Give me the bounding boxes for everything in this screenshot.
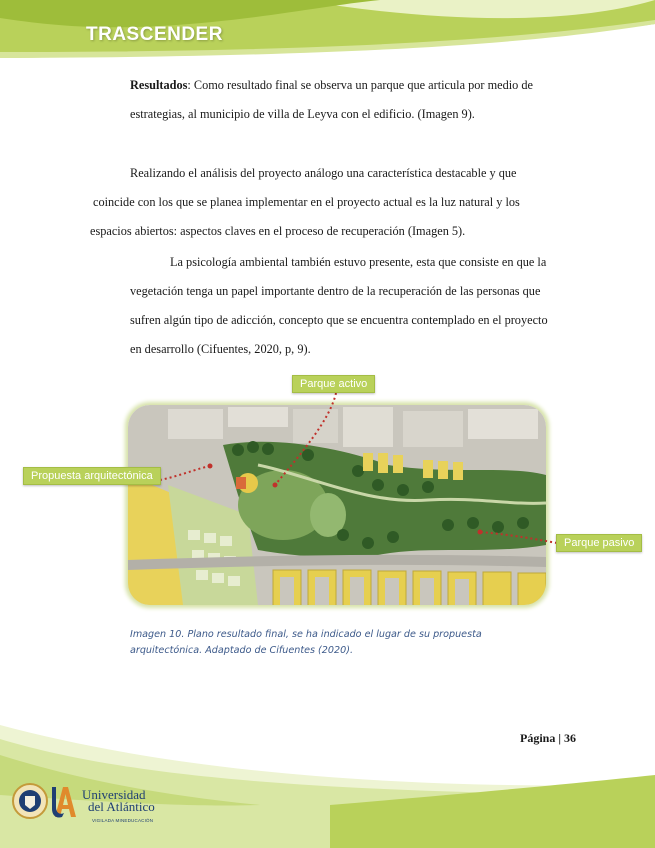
figure-caption: [130, 627, 530, 659]
results-text-1: : Como resultado final se observa un parque que articula por medio de: [187, 78, 533, 92]
page-number: Página | 36: [520, 731, 576, 745]
callout-active-park: Parque activo: [292, 375, 375, 393]
header-title: TRASCENDER: [86, 24, 223, 45]
psychology-line-3: sufren algún tipo de adicción, concepto que se encuentra contemplado en el proyecto: [130, 313, 548, 327]
analysis-line-2: coincide con los que se planea implementar en el proyecto actual es la luz natural y los: [93, 195, 520, 209]
analysis-line-3: espacios abiertos: aspectos claves en el proceso de recuperación (Imagen 5).: [90, 224, 466, 238]
psychology-line-2: vegetación tenga un papel importante dentro de la recuperación de las personas que: [130, 284, 541, 298]
psychology-line-4: en desarrollo (Cifuentes, 2020, p, 9).: [130, 342, 311, 356]
psychology-line-1: La psicología ambiental también estuvo presente, esta que consiste en que la: [170, 255, 547, 269]
results-line-2: estrategias, al municipio de villa de Leyva con el edificio. (Imagen 9).: [130, 107, 475, 121]
university-wordmark: [82, 789, 155, 827]
university-logo: [10, 781, 82, 821]
caption-line-1: Imagen 10. Plano resultado final, se ha indicado el lugar de su propuesta: [130, 629, 482, 640]
university-name-line-1: Universidad: [82, 787, 146, 802]
results-label: Resultados: [130, 78, 188, 92]
callout-passive-park: Parque pasivo: [556, 534, 642, 552]
callout-architectural-proposal: Propuesta arquitectónica: [23, 467, 161, 485]
university-name-line-2: del Atlántico: [88, 799, 155, 814]
analysis-line-1: Realizando el análisis del proyecto análogo una característica destacable y que: [130, 166, 517, 180]
caption-line-2: arquitectónica. Adaptado de Cifuentes (2020).: [130, 645, 354, 656]
university-tagline: VIGILADA MINEDUCACIÓN: [92, 818, 154, 823]
